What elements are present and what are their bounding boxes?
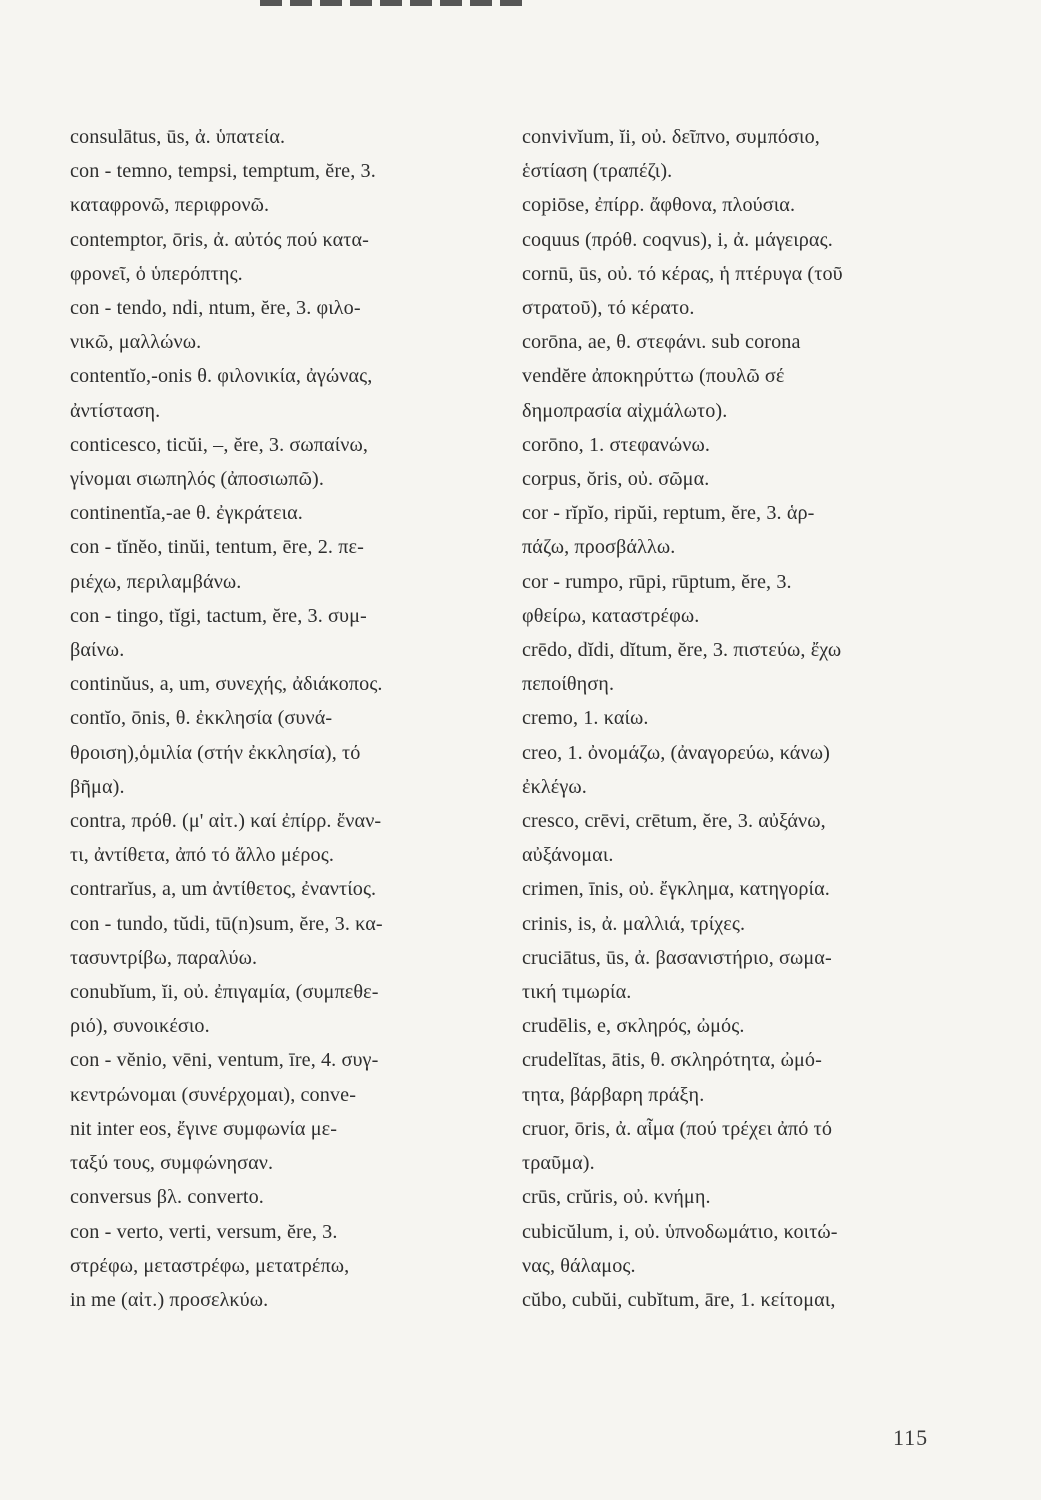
entry-line: τική τιμωρία. bbox=[522, 981, 632, 1004]
entry-line: ἀντίσταση. bbox=[70, 399, 161, 422]
dictionary-entry bbox=[522, 701, 967, 735]
top-edge-bleed bbox=[260, 0, 530, 6]
entry-line: copiōse, ἐπίρρ. ἄφθονα, πλούσια. bbox=[522, 194, 796, 217]
entry-line: con - vĕnio, vēni, ventum, īre, 4. συγ- bbox=[70, 1049, 379, 1072]
left-column bbox=[70, 120, 510, 1317]
entry-line: coquus (πρόθ. coqvus), i, ἀ. μάγειρας. bbox=[522, 228, 833, 251]
entry-line: cresco, crēvi, crētum, ĕre, 3. αὐξάνω, bbox=[522, 810, 826, 833]
entry-line: cŭbo, cubŭi, cubĭtum, āre, 1. κείτομαι, bbox=[522, 1288, 836, 1311]
entry-line: conversus βλ. converto. bbox=[70, 1186, 264, 1209]
entry-line: corōno, 1. στεφανώνω. bbox=[522, 433, 711, 456]
dictionary-entry bbox=[70, 223, 510, 291]
dictionary-entry bbox=[522, 1009, 967, 1043]
entry-line: ριό), συνοικέσιο. bbox=[70, 1015, 210, 1038]
entry-line: νας, θάλαμος. bbox=[522, 1254, 636, 1277]
entry-line: corpus, ŏris, οὐ. σῶμα. bbox=[522, 468, 710, 491]
entry-line: cubicŭlum, i, οὐ. ὑπνοδωμάτιο, κοιτώ- bbox=[522, 1220, 838, 1243]
dictionary-entry bbox=[70, 120, 510, 154]
entry-line: cruor, ōris, ἀ. αἷμα (πού τρέχει ἀπό τό bbox=[522, 1117, 833, 1140]
entry-line: continŭus, a, um, συνεχής, ἀδιάκοπος. bbox=[70, 673, 383, 696]
entry-line: corōna, ae, θ. στεφάνι. sub corona bbox=[522, 331, 801, 354]
entry-line: contĭo, ōnis, θ. ἐκκλησία (συνά- bbox=[70, 707, 333, 730]
dictionary-entry bbox=[522, 257, 967, 325]
entry-line: αὐξάνομαι. bbox=[522, 844, 614, 867]
dictionary-entry bbox=[70, 359, 510, 427]
entry-line: βαίνω. bbox=[70, 639, 125, 662]
entry-line: πεποίθηση. bbox=[522, 673, 615, 696]
dictionary-entry bbox=[70, 1180, 510, 1214]
entry-line: con - tendo, ndi, ntum, ĕre, 3. φιλο- bbox=[70, 297, 361, 320]
entry-line: τητα, βάρβαρη πράξη. bbox=[522, 1083, 705, 1106]
entry-line: crūs, crŭris, οὐ. κνήμη. bbox=[522, 1186, 711, 1209]
dictionary-entry bbox=[522, 325, 967, 428]
entry-line: vendĕre ἀποκηρύττω (πουλῶ σέ bbox=[522, 365, 785, 388]
entry-line: in me (αἰτ.) προσελκύω. bbox=[70, 1288, 269, 1311]
dictionary-entry bbox=[70, 975, 510, 1043]
entry-line: crēdo, dĭdi, dĭtum, ĕre, 3. πιστεύω, ἔχω bbox=[522, 639, 842, 662]
entry-line: cor - rĭpĭo, ripŭi, reptum, ĕre, 3. ἁρ- bbox=[522, 502, 815, 525]
dictionary-entry bbox=[70, 154, 510, 222]
dictionary-entry bbox=[70, 496, 510, 530]
entry-line: creo, 1. ὀνομάζω, (ἀναγορεύω, κάνω) bbox=[522, 741, 830, 764]
entry-line: con - temno, tempsi, temptum, ĕre, 3. bbox=[70, 160, 376, 183]
entry-line: στρέφω, μεταστρέφω, μετατρέπω, bbox=[70, 1254, 350, 1277]
dictionary-entry bbox=[522, 872, 967, 906]
dictionary-entry bbox=[522, 1112, 967, 1180]
entry-line: conubĭum, ĭi, οὐ. ἐπιγαμία, (συμπεθε- bbox=[70, 981, 379, 1004]
entry-line: cruciātus, ūs, ἀ. βασανιστήριο, σωμα- bbox=[522, 946, 832, 969]
dictionary-entry bbox=[522, 428, 967, 462]
dictionary-entry bbox=[522, 907, 967, 941]
entry-line: πάζω, προσβάλλω. bbox=[522, 536, 676, 559]
dictionary-entry bbox=[70, 1043, 510, 1180]
dictionary-entry bbox=[70, 428, 510, 496]
dictionary-entry bbox=[522, 633, 967, 701]
entry-line: στρατοῦ), τό κέρατο. bbox=[522, 297, 695, 320]
entry-line: θροιση),ὁμιλία (στήν ἐκκλησία), τό bbox=[70, 741, 361, 764]
entry-line: καταφρονῶ, περιφρονῶ. bbox=[70, 194, 270, 217]
dictionary-entry bbox=[70, 291, 510, 359]
entry-line: cremo, 1. καίω. bbox=[522, 707, 649, 730]
entry-line: cornū, ūs, οὐ. τό κέρας, ἡ πτέρυγα (τοῦ bbox=[522, 262, 843, 285]
entry-line: ἐκλέγω. bbox=[522, 775, 587, 798]
entry-line: ταξύ τους, συμφώνησαν. bbox=[70, 1152, 274, 1175]
dictionary-entry bbox=[70, 804, 510, 872]
dictionary-entry bbox=[70, 667, 510, 701]
dictionary-entry bbox=[522, 804, 967, 872]
entry-line: νικῶ, μαλλώνω. bbox=[70, 331, 202, 354]
dictionary-entry bbox=[70, 872, 510, 906]
entry-line: κεντρώνομαι (συνέρχομαι), conve- bbox=[70, 1083, 357, 1106]
dictionary-entry bbox=[522, 565, 967, 633]
entry-line: convivĭum, ĭi, οὐ. δεῖπνο, συμπόσιο, bbox=[522, 126, 820, 148]
entry-line: τραῦμα). bbox=[522, 1152, 595, 1175]
right-column bbox=[522, 120, 967, 1317]
dictionary-entry bbox=[70, 530, 510, 598]
dictionary-entry bbox=[522, 496, 967, 564]
entry-line: φρονεῖ, ὁ ὑπερόπτης. bbox=[70, 262, 243, 285]
entry-line: ἑστίαση (τραπέζι). bbox=[522, 160, 673, 183]
entry-line: conticesco, ticŭi, –, ĕre, 3. σωπαίνω, bbox=[70, 433, 369, 456]
dictionary-entry bbox=[522, 120, 967, 188]
entry-line: contrarĭus, a, um ἀντίθετος, ἐναντίος. bbox=[70, 878, 377, 901]
dictionary-entry bbox=[522, 1283, 967, 1317]
entry-line: crimen, īnis, οὐ. ἔγκλημα, κατηγορία. bbox=[522, 878, 830, 901]
entry-line: δημοπρασία αἰχμάλωτο). bbox=[522, 399, 728, 422]
entry-line: τι, ἀντίθετα, ἀπό τό ἄλλο μέρος. bbox=[70, 844, 334, 867]
dictionary-entry bbox=[70, 1215, 510, 1318]
entry-line: γίνομαι σιωπηλός (ἀποσιωπῶ). bbox=[70, 468, 324, 491]
dictionary-entry bbox=[70, 701, 510, 804]
entry-line: φθείρω, καταστρέφω. bbox=[522, 604, 700, 627]
entry-line: crudelĭtas, ātis, θ. σκληρότητα, ὠμό- bbox=[522, 1049, 822, 1072]
dictionary-entry bbox=[522, 1180, 967, 1214]
entry-line: con - verto, verti, versum, ĕre, 3. bbox=[70, 1220, 338, 1243]
entry-line: continentĭa,-ae θ. ἐγκράτεια. bbox=[70, 502, 303, 525]
dictionary-entry bbox=[522, 1215, 967, 1283]
dictionary-entry bbox=[70, 599, 510, 667]
dictionary-entry bbox=[522, 736, 967, 804]
dictionary-entry bbox=[522, 223, 967, 257]
entry-line: con - tundo, tŭdi, tū(n)sum, ĕre, 3. κα- bbox=[70, 912, 383, 935]
entry-line: ριέχω, περιλαμβάνω. bbox=[70, 570, 242, 593]
dictionary-entry bbox=[70, 907, 510, 975]
dictionary-entry bbox=[522, 462, 967, 496]
entry-line: consulātus, ūs, ἀ. ὑπατεία. bbox=[70, 126, 286, 148]
entry-line: contentĭo,-onis θ. φιλονικία, ἀγώνας, bbox=[70, 365, 373, 388]
entry-line: τασυντρίβω, παραλύω. bbox=[70, 946, 258, 969]
entry-line: contra, πρόθ. (μ' αἰτ.) καί ἐπίρρ. ἔναν- bbox=[70, 810, 382, 833]
entry-line: con - tingo, tĭgi, tactum, ĕre, 3. συμ- bbox=[70, 604, 367, 627]
entry-line: cor - rumpo, rūpi, rūptum, ĕre, 3. bbox=[522, 570, 792, 593]
entry-line: crudēlis, e, σκληρός, ὠμός. bbox=[522, 1015, 745, 1038]
entry-line: contemptor, ōris, ἀ. αὐτός πού κατα- bbox=[70, 228, 369, 251]
entry-line: con - tĭnĕo, tinŭi, tentum, ēre, 2. πε- bbox=[70, 536, 364, 559]
entry-line: nit inter eos, ἔγινε συμφωνία με- bbox=[70, 1117, 338, 1140]
entry-line: βῆμα). bbox=[70, 775, 125, 798]
entry-line: crinis, is, ἀ. μαλλιά, τρίχες. bbox=[522, 912, 746, 935]
dictionary-entry bbox=[522, 1043, 967, 1111]
dictionary-entry bbox=[522, 941, 967, 1009]
page-number: 115 bbox=[893, 1425, 929, 1450]
dictionary-entry bbox=[522, 188, 967, 222]
